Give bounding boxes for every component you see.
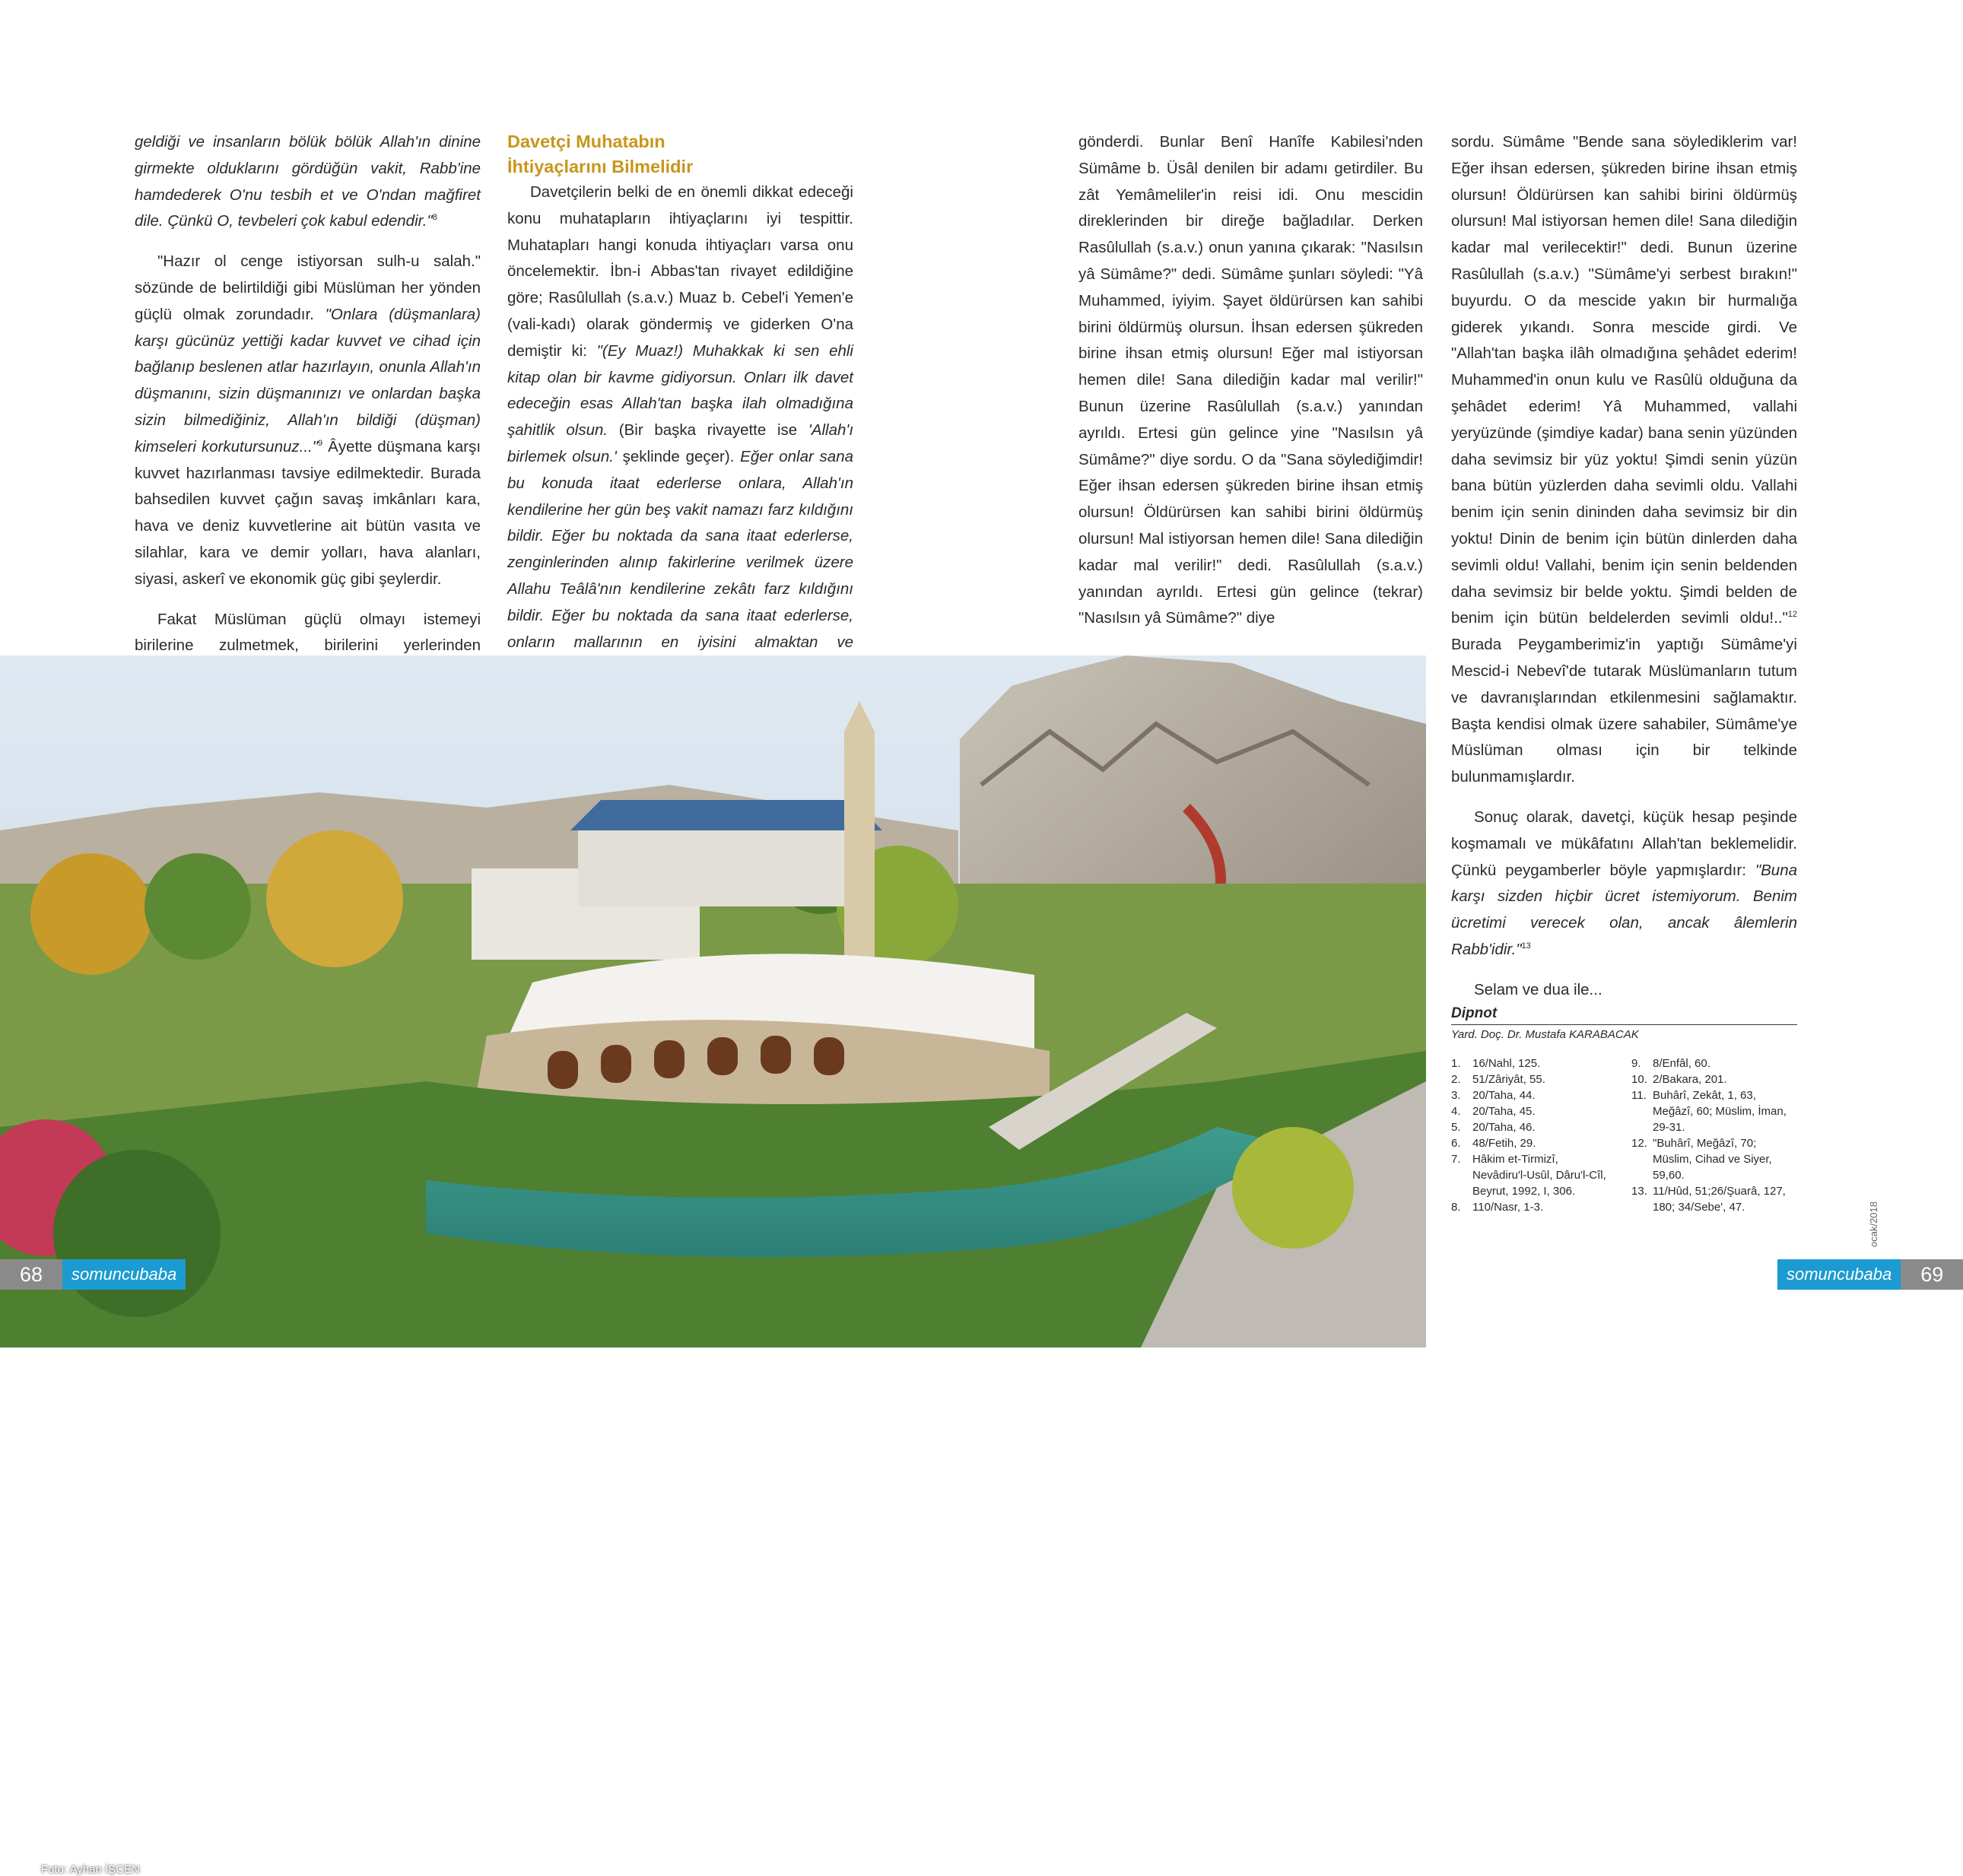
paragraph: Fakat Müslüman güçlü olmayı istemeyi birilerine zulmetmek, birilerini yerlerinden: [135, 610, 481, 655]
right-page-footer: [1777, 1259, 1963, 1290]
page-number: 69: [1901, 1259, 1963, 1290]
footnote-item: 3. 20/Taha, 44.: [1451, 1089, 1536, 1102]
paragraph: sordu. Sümâme "Bende sana söylediklerim var! Eğer ihsan edersen, şükreden birine ihsan etmiş olursun! Öldürürsen kan sahibi birini öldürmüş olursun! Mal istiyorsan hemen dile! Sana dilediğin kadar mal verilecektir!" dedi. Bunun üzerine Rasûlullah (s.a.v.) "Sümâme'yi serbest bırakın!" buyurdu. O da mescide yakın bir hurmalığa giderek yıkandı. Sonra mescide girdi. Ve "Allah'tan başka ilâh olmadığına şehâdet ederim! Muhammed'in onun kulu ve Rasûlü olduğuna da şehâdet ederim! Yâ Muhammed, vallahi yeryüzünde (şimdiye kadar) bana senin yüzünden daha sevimsiz bir yüz yoktu! Şimdi senin yüzün bana bütün yüzlerden daha sevimli oldu. Vallahi benim için senin dininden daha sevimsiz bir din yoktu! Dinin de benim için bütün dinlerden daha sevimli oldu! Vallahi, benim için senin beldenden daha sevimsiz bir belde yoktu. Şimdi belden de benim için bütün beldelerden sevimli oldu!.."$^{12}$ Burada Peygamberimiz'in yaptığı Sümâme'yi Mescid-i Nebevî'de tutarak Müslümanların tutum ve davranışlarından etkilenmesini sağlamaktır. Başta kendisi olmak üzere sahabiler, Sümâme'ye Müslüman olması için bir telkinde bulunmamışlardır.: [1451, 133, 1797, 786]
paragraph: Selam ve dua ile...: [1474, 980, 1602, 998]
footnotes-right: [1631, 1055, 1799, 1215]
footnote-item: 9. 8/Enfâl, 60.: [1631, 1057, 1710, 1070]
paragraph: gönderdi. Bunlar Benî Hanîfe Kabilesi'nden Sümâme b. Üsâl denilen bir adamı getirdiler. Bu zât Yemâmeliler'in reisi idi. Onu mescidin direklerinden bir direğe bağladılar. Derken Rasûlullah (s.a.v.) onun yanına çıkarak: "Nasılsın yâ Sümâme?" dedi. Sümâme şunları söyledi: "Yâ Muhammed, iyiyim. Şayet öldürürsen kan sahibi birini öldürmüş olursun. İhsan edersen şükreden birine ihsan etmiş olursun! Eğer mal istiyorsan hemen dile! Sana dilediğin kadar mal verilir!" Bunun üzerine Rasûlullah (s.a.v.) yanından ayrıldı. Ertesi gün gelince yine "Nasılsın yâ Sümâme?" diye sordu. O da "Sana söylediğimdir! Eğer ihsan edersen şükreden birine ihsan etmiş olursun! Öldürürsen kan sahibi birini öldürmüş olursun! Mal istiyorsan hemen dile! Sana dilediğin kadar mal verilir!" dedi. Rasûlullah (s.a.v.) yanından ayrıldı. Ertesi gün gelince (tekrar) "Nasılsın yâ Sümâme?" diye: [1078, 133, 1423, 627]
footnotes-block: [1451, 1005, 1797, 1041]
text-column-3: [1078, 129, 1423, 632]
mosque-cliff-illustration: [0, 655, 1426, 1347]
landscape-photo: [0, 655, 1426, 1876]
issue-date: ocak/2018: [1868, 1201, 1879, 1247]
section-heading: Davetçi Muhatabın İhtiyaçlarını Bilmelidir: [507, 132, 694, 176]
footnote-item: 6. 48/Fetih, 29.: [1451, 1137, 1536, 1150]
footnotes-left: [1451, 1055, 1615, 1215]
text-column-4: [1451, 129, 1797, 1004]
footnote-item: 11. Buhârî, Zekât, 1, 63, Meğâzî, 60; Müslim, İman, 29-31.: [1631, 1089, 1787, 1134]
page-number: 68: [0, 1259, 62, 1290]
footnote-item: 4. 20/Taha, 45.: [1451, 1105, 1536, 1118]
paragraph: Davetçilerin belki de en önemli dikkat edeceği konu muhatapların ihtiyaçlarını iyi tespittir. Muhatapları hangi konuda ihtiyaçları varsa onu öncelemektir. İbn-i Abbas'tan rivayet edildiğine göre; Rasûlullah (s.a.v.) Muaz b. Cebel'i Yemen'e (vali-kadı) olarak göndermiş ve giderken O'na demiştir ki: "(Ey Muaz!) Muhakkak ki sen ehli kitap olan bir kavme gidiyorsun. Onları ilk davet edeceğin esas Allah'tan başka ilah olmadığına şahitlik olsun. (Bir başka rivayette ise 'Allah'ı birlemek olsun.' şeklinde geçer). Eğer onlar sana bu konuda itaat ederlerse onlara, Allah'ın kendilerine her gün beş vakit namazı farz kıldığını bildir. Eğer bu noktada da sana itaat ederlerse, zenginlerinden alınıp fakirlerine verilmek üzere Allahu Teâlâ'nın kendilerine zekâtı farz kıldığını bildir. Eğer bu noktada da sana itaat ederlerse, onların mallarının en iyisini almaktan ve: [507, 183, 854, 651]
footnote-item: 1. 16/Nahl, 125.: [1451, 1057, 1541, 1070]
footnote-item: 10. 2/Bakara, 201.: [1631, 1073, 1727, 1086]
footnotes-title: Dipnot: [1451, 1005, 1797, 1025]
footnote-item: 8. 110/Nasr, 1-3.: [1451, 1201, 1544, 1214]
footnote-item: 7. Hâkim et-Tirmizî, Nevâdiru'l-Usûl, Dâru'l-Cîl, Beyrut, 1992, I, 306.: [1451, 1153, 1606, 1198]
footnote-item: 5. 20/Taha, 46.: [1451, 1121, 1536, 1134]
footnotes-author: Yard. Doç. Dr. Mustafa KARABACAK: [1451, 1028, 1639, 1041]
paragraph: Sonuç olarak, davetçi, küçük hesap peşinde koşmamalı ve mükâfatını Allah'tan beklemelidir. Çünkü peygamberler böyle yapmışlardır: "Buna karşı sizden hiçbir ücret istemiyorum. Benim ücretimi verecek olan, ancak âlemlerin Rabb'idir."$^{13}$: [1451, 808, 1798, 958]
magazine-logo: somuncubaba: [62, 1259, 186, 1290]
footnote-item: 13. 11/Hûd, 51;26/Şuarâ, 127, 180; 34/Sebe', 47.: [1631, 1185, 1786, 1214]
paragraph: "Hazır ol cenge istiyorsan sulh-u salah." sözünde de belirtildiği gibi Müslüman her yönden güçlü olmak zorundadır. "Onlara (düşmanlara) karşı gücünüz yettiği kadar kuvvet ve cihad için bağlanıp beslenen atlar hazırlayın, onunla Allah'ın düşmanını, sizin düşmanınızı ve onlardan başka sizin bilmediğiniz, Allah'ın bildiği (düşman) kimseleri korkutursunuz..."$^9$ Âyette düşmana karşı kuvvet hazırlanması tavsiye edilmektedir. Burada bahsedilen kuvvet çağın savaş imkânları kara, hava ve deniz kuvvetlerine ait bütün vasıta ve silahlar, kara ve demir yolları, hava alanları, siyasi, askerî ve ekonomik güç gibi şeylerdir.: [135, 252, 481, 588]
footnote-item: 12. "Buhârî, Meğâzî, 70; Müslim, Cihad ve Siyer, 59,60.: [1631, 1137, 1772, 1182]
photo-caption: Foto: Ayhan İŞCEN: [41, 1863, 140, 1876]
paragraph: geldiği ve insanların bölük bölük Allah'ın dinine girmekte olduklarını gördüğün vakit, Rabb'ine hamdederek O'nu tesbih et ve O'ndan mağfiret dile. Çünkü O, tevbeleri çok kabul edendir."$^8$: [135, 133, 481, 230]
left-page-footer: [0, 1259, 186, 1290]
footnote-item: 2. 51/Zâriyât, 55.: [1451, 1073, 1545, 1086]
magazine-logo: somuncubaba: [1777, 1259, 1901, 1290]
